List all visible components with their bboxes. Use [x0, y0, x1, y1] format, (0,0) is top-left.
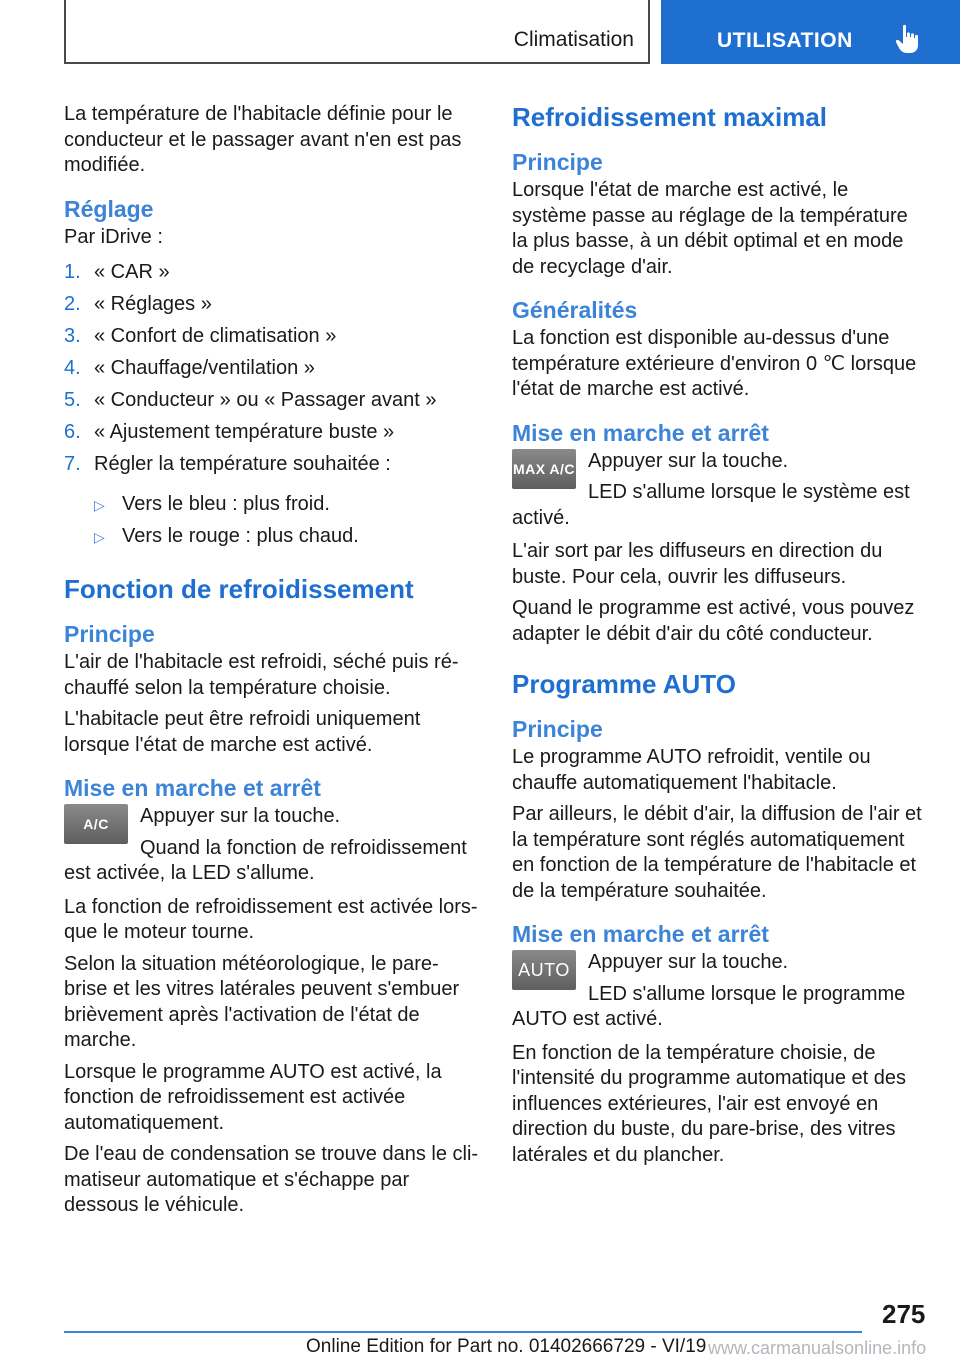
- auto-mise-heading: Mise en marche et arrêt: [512, 921, 769, 947]
- auto-button-image: AUTO: [512, 950, 576, 990]
- list-item: [64, 448, 480, 480]
- auto-paragraph-1: Le programme AUTO refroidit, ventile ou chauffe automatiquement l'habitacle.: [512, 746, 871, 794]
- auto-heading: Programme AUTO: [512, 669, 736, 699]
- step-number: 7.: [64, 453, 81, 475]
- paragraph-4: Selon la situation météorologique, le pare-brise et les vitres latérales peuvent s'embuer brièvement après l'activation de l'état de marche.: [64, 952, 460, 1051]
- pointing-hand-icon: [895, 24, 921, 54]
- list-item: [64, 256, 480, 288]
- triangle-bullet-icon: ▷: [94, 497, 105, 513]
- max-principe-heading: Principe: [512, 149, 603, 175]
- reglage-steps: [64, 256, 480, 480]
- auto-principe-heading: Principe: [512, 716, 603, 742]
- list-item: [64, 520, 480, 552]
- header-section-title: Climatisation: [513, 28, 634, 51]
- max-heading: Refroidissement maximal: [512, 102, 828, 132]
- step-text: « Chauffage/ventilation »: [94, 357, 315, 379]
- principe-heading: Principe: [64, 621, 155, 647]
- list-item: [64, 352, 480, 384]
- step-number: 2.: [64, 293, 81, 315]
- header-chapter-box: [661, 0, 960, 64]
- step-text: « Confort de climatisation »: [94, 325, 337, 347]
- paragraph-6: De l'eau de condensation se trouve dans le climatiseur automatique et s'échappe par dessous le véhicule.: [64, 1143, 479, 1216]
- fonction-heading: Fonction de refroidissement: [64, 574, 414, 604]
- principe-paragraph-2: L'habitacle peut être refroidi uniquement lorsque l'état de marche est activé.: [64, 708, 421, 756]
- mise-paragraph-1: Appuyer sur la touche.: [140, 805, 341, 827]
- max-ac-button-row: [512, 449, 928, 532]
- step-number: 1.: [64, 261, 81, 283]
- header-chapter-title: UTILISATION: [717, 29, 853, 52]
- step-number: 5.: [64, 389, 81, 411]
- step-number: 6.: [64, 421, 81, 443]
- substep-text: Vers le bleu : plus froid.: [122, 493, 330, 515]
- auto-mise-paragraph-1: Appuyer sur la touche.: [588, 951, 789, 973]
- auto-mise-paragraph-2: LED s'allume lorsque le programme AUTO est activé.: [512, 982, 906, 1030]
- temperature-substeps: [64, 488, 480, 552]
- list-item: [64, 288, 480, 320]
- auto-paragraph-3: En fonction de la température choisie, de l'intensité du programme automatique et des influences extérieures, l'air est envoyé en direction du buste, du pare-brise, des vitres latérales et du plancher.: [512, 1041, 907, 1166]
- paragraph-3: La fonction de refroidissement est activée lorsque le moteur tourne.: [64, 895, 478, 943]
- watermark-link[interactable]: www.carmanualsonline.info: [708, 1338, 927, 1358]
- list-item: [64, 320, 480, 352]
- generalites-text: La fonction est disponible au-dessus d'une température extérieure d'environ 0 ℃ lorsque l'état de marche est activé.: [512, 327, 917, 400]
- max-mise-paragraph-2: LED s'allume lorsque le système est activé.: [512, 481, 910, 529]
- step-number: 3.: [64, 325, 81, 347]
- principe-paragraph-1: L'air de l'habitacle est refroidi, séché puis réchauffé selon la température choisie.: [64, 651, 459, 699]
- list-item: [64, 416, 480, 448]
- step-number: 4.: [64, 357, 81, 379]
- paragraph-5: Lorsque le programme AUTO est activé, la fonction de refroidissement est activée automatiquement.: [64, 1060, 442, 1134]
- max-paragraph-3: L'air sort par les diffuseurs en direction du buste. Pour cela, ouvrir les diffuseurs.: [512, 540, 883, 588]
- ac-button-image: A/C: [64, 804, 128, 844]
- step-text: « Conducteur » ou « Passager avant »: [94, 389, 437, 411]
- step-text: « CAR »: [94, 261, 170, 283]
- substep-text: Vers le rouge : plus chaud.: [122, 525, 359, 547]
- mise-en-marche-heading: Mise en marche et arrêt: [64, 775, 321, 801]
- max-principe-text: Lorsque l'état de marche est activé, le système passe au réglage de la température la plus basse, à un débit optimal et en mode de recyclage d'air.: [512, 179, 908, 278]
- generalites-heading: Généralités: [512, 297, 638, 323]
- reglage-text: Par iDrive :: [64, 225, 163, 248]
- triangle-bullet-icon: ▷: [94, 529, 105, 545]
- max-paragraph-4: Quand le programme est activé, vous pouvez adapter le débit d'air du côté conducteur.: [512, 597, 915, 645]
- ac-button-row: [64, 804, 480, 887]
- list-item: [64, 384, 480, 416]
- step-text: « Réglages »: [94, 293, 212, 315]
- footer-divider: [64, 1331, 862, 1333]
- step-text: Régler la température souhaitée :: [94, 453, 391, 475]
- max-mise-heading: Mise en marche et arrêt: [512, 419, 769, 446]
- max-ac-button-image: MAX A/C: [512, 449, 576, 489]
- left-column: [64, 102, 480, 1225]
- right-column: [512, 102, 928, 1174]
- reglage-heading: Réglage: [64, 195, 154, 222]
- footer-edition: Online Edition for Part no. 01402666729 - VI/19: [306, 1336, 707, 1357]
- header-section-box: [64, 0, 650, 64]
- auto-button-row: [512, 950, 928, 1033]
- max-mise-paragraph-1: Appuyer sur la touche.: [588, 449, 789, 472]
- intro-paragraph: La température de l'habitacle définie pour le conducteur et le passager avant n'en est pas modifiée.: [64, 103, 462, 176]
- auto-paragraph-2: Par ailleurs, le débit d'air, la diffusion de l'air et la température sont réglés automatiquement en fonction de la température de l'habitacle et de la température souhaitée.: [512, 803, 922, 902]
- list-item: [64, 488, 480, 520]
- page-number: 275: [882, 1299, 926, 1329]
- step-text: « Ajustement température buste »: [94, 421, 395, 443]
- mise-paragraph-2: Quand la fonction de refroidissement est activée, la LED s'allume.: [64, 836, 467, 884]
